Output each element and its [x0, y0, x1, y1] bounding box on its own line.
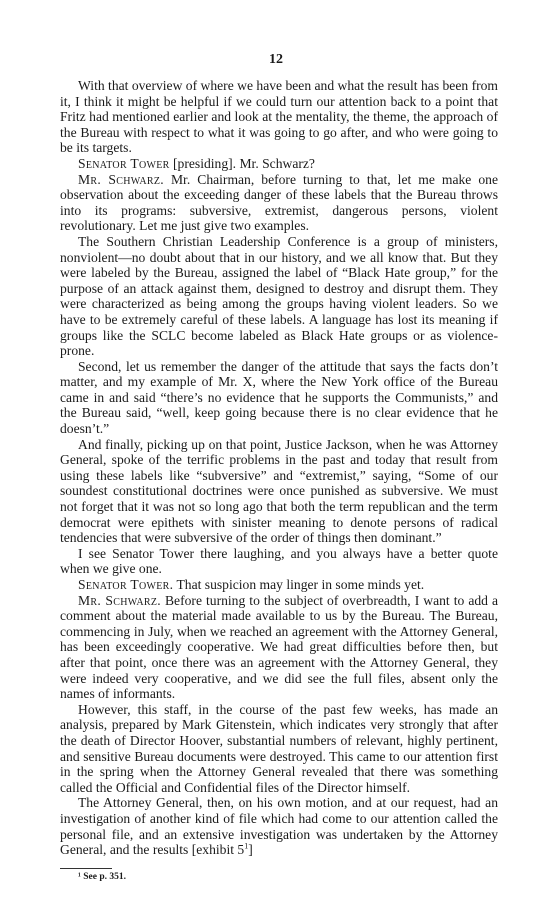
paragraph-text: The Attorney General, then, on his own motion, and at our request, had an investigation of another kind of file which had come to our attention called the personal file, and an extensive investigation was undertaken by the Attorney General, and the results [exhibit 5 [60, 795, 498, 858]
paragraph [60, 437, 498, 546]
paragraph [60, 156, 498, 172]
paragraph [60, 795, 498, 857]
paragraph [60, 359, 498, 437]
paragraph [60, 593, 498, 702]
paragraph-tail: ] [248, 842, 253, 858]
paragraph [60, 172, 498, 234]
speaker-name: Mr. Schwarz. [78, 592, 161, 608]
paragraph [60, 702, 498, 796]
speaker-name: Senator Tower [78, 155, 170, 171]
page-number: 12 [269, 52, 283, 67]
paragraph-text: The Southern Christian Leadership Conference is a group of ministers, nonviolent—no doubt about that in our history, and we all know that. But they were labeled by the Bureau, assigned the label of “Black Hate group,” for the purpose of an attack against them, designed to destroy and disrupt them. They were characterized as being among the groups having violent leaders. So we have to be extremely careful of these labels. A language has lost its meaning if groups like the SCLC become labeled as Black Hate groups or as violence-prone. [60, 233, 498, 359]
speaker-name: Mr. Schwarz. [78, 171, 164, 187]
footnote-rule [60, 868, 112, 869]
paragraph-text: And finally, picking up on that point, Justice Jackson, when he was Attorney General, spoke of the terrific problems in the past and today that result from using these labels like “subversive” and “extremist,” saying, “Some of our soundest constitutional doctrines were once punished as subversive. We must not forget that it was not so long ago that both the term republican and the term democrat were epithets with sinister meaning to denote persons of radical tendencies that were subversive of the order of things then dominant.” [60, 436, 498, 546]
speaker-name: Senator Tower. [78, 577, 174, 592]
paragraph-text: With that overview of where we have been and what the result has been from it, I think it might be helpful if we could turn our attention back to a point that Fritz had mentioned earlier and look at the mentality, the theme, the approach of the Bureau with respect to what it was going to go after, and who were going to be its targets. [60, 78, 498, 156]
paragraph [60, 577, 498, 593]
paragraph-text: Second, let us remember the danger of the attitude that says the facts don’t matter, and my example of Mr. X, where the New York office of the Bureau came in and said “there’s no evidence that he supports the Communists,” and the Bureau said, “well, keep going because there is no clear evidence that he doesn’t.” [60, 358, 498, 437]
paragraph-text: I see Senator Tower there laughing, and you always have a better quote when we give one. [60, 545, 498, 577]
paragraph-text: However, this staff, in the course of the past few weeks, has made an analysis, prepared by Mark Gitenstein, which indicates very strongly that after the death of Director Hoover, substantial numbers of relevant, highly pertinent, and sensitive Bureau documents were destroyed. This came to our attention first in the spring when the Attorney General revealed that there was something called the Official and Confidential files of the Director himself. [60, 701, 498, 795]
paragraph [60, 78, 498, 156]
footnote: ¹ See p. 351. [78, 872, 126, 882]
paragraph-text: Mr. Chairman, before turning to that, let me make one observation about the exceeding danger of these labels that the Bureau throws into its programs: subversive, extremist, dangerous persons, violent revolutionary. Let me just give two examples. [60, 171, 498, 234]
paragraph-text: That suspicion may linger in some minds yet. [173, 577, 425, 592]
paragraph-text: Before turning to the subject of overbreadth, I want to add a comment about the material made available to us by the Bureau. The Bureau, commencing in July, when we reached an agreement with the Attorney General, has been exceedingly cooperative. We had great difficulties before then, but after that point, once there was an agreement with the Attorney General, they were indeed very cooperative, and we did see the full files, absent only the names of informants. [60, 592, 498, 702]
paragraph-text: [presiding]. Mr. Schwarz? [169, 155, 315, 171]
paragraph [60, 546, 498, 577]
body-text [60, 78, 498, 858]
footnote-ref: 1 [244, 841, 249, 851]
paragraph [60, 234, 498, 359]
